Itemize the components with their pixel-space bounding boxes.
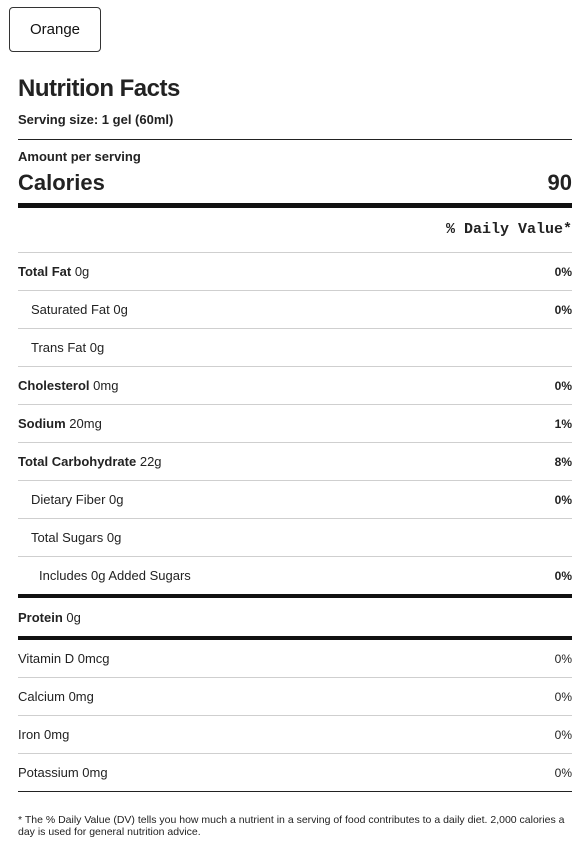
vitamin-label: Potassium 0mg [18, 765, 108, 780]
nutrient-row-cholesterol [18, 367, 572, 404]
serving-size: Serving size: 1 gel (60ml) [18, 112, 174, 127]
footnote: * The % Daily Value (DV) tells you how much a nutrient in a serving of food contributes to a daily diet. 2,000 calories a day is used for general nutrition advice. [18, 814, 565, 838]
nutrient-amount: 0g [109, 492, 124, 507]
nutrient-amount: 0g [66, 609, 81, 625]
nutrient-row-saturated-fat [18, 291, 572, 328]
nutrient-row-total-fat [18, 253, 572, 290]
amount-per-serving: Amount per serving [18, 149, 141, 164]
nutrient-name: Total Sugars [31, 530, 104, 545]
nutrient-amount: 0g [74, 264, 90, 279]
flavor-button[interactable]: Orange [9, 7, 101, 52]
vitamin-dv: 0% [554, 689, 572, 704]
nutrient-dv: 0% [554, 378, 572, 393]
nutrient-name: Saturated Fat [31, 302, 110, 317]
nutrient-row-sodium [18, 405, 572, 442]
nutrient-amount: 0g [106, 530, 122, 545]
vitamin-label: Calcium 0mg [18, 689, 94, 704]
nutrient-amount: 0g [89, 340, 105, 355]
nutrient-name: Includes 0g Added Sugars [39, 568, 191, 583]
vitamin-dv: 0% [554, 765, 572, 780]
vitamin-label: Iron 0mg [18, 727, 70, 742]
vitamin-dv: 0% [554, 651, 572, 666]
nutrient-name: Total Carbohydrate [18, 454, 137, 469]
nutrition-facts-title: Nutrition Facts [18, 75, 180, 102]
nutrient-amount: 0g [113, 302, 128, 317]
vitamin-row [18, 754, 572, 791]
nutrient-dv: 0% [554, 302, 572, 317]
nutrient-name: Total Fat [18, 264, 72, 279]
calories-value: 90 [547, 170, 572, 195]
nutrient-dv: 0% [554, 264, 572, 279]
nutrient-dv: 0% [554, 568, 572, 583]
vitamin-row [18, 640, 572, 677]
vitamin-label: Vitamin D 0mcg [18, 651, 110, 666]
nutrition-facts-panel [18, 74, 572, 838]
nutrient-row-protein [18, 598, 572, 636]
daily-value-header: % Daily Value* [445, 221, 572, 238]
vitamin-dv: 0% [554, 727, 572, 742]
nutrient-row-added-sugars [18, 557, 572, 594]
nutrient-name: Cholesterol [18, 378, 90, 393]
nutrient-name: Protein [18, 609, 63, 625]
calories-row [18, 165, 572, 201]
divider [18, 139, 572, 140]
nutrient-name: Trans Fat [31, 340, 87, 355]
nutrient-row-total-sugars [18, 519, 572, 556]
nutrient-name: Sodium [18, 416, 66, 431]
vitamin-row [18, 716, 572, 753]
calories-label: Calories [18, 170, 105, 195]
nutrient-amount: 0mg [93, 378, 119, 393]
divider [18, 791, 572, 792]
nutrient-name: Dietary Fiber [31, 492, 106, 507]
nutrient-amount: 22g [139, 454, 162, 469]
nutrient-dv: 0% [554, 492, 572, 507]
nutrient-row-dietary-fiber [18, 481, 572, 518]
vitamin-row [18, 678, 572, 715]
nutrient-row-total-carbohydrate [18, 443, 572, 480]
nutrient-row-trans-fat [18, 329, 572, 366]
nutrient-amount: 20mg [69, 416, 102, 431]
nutrient-dv: 8% [554, 454, 572, 469]
nutrient-dv: 1% [554, 416, 572, 431]
